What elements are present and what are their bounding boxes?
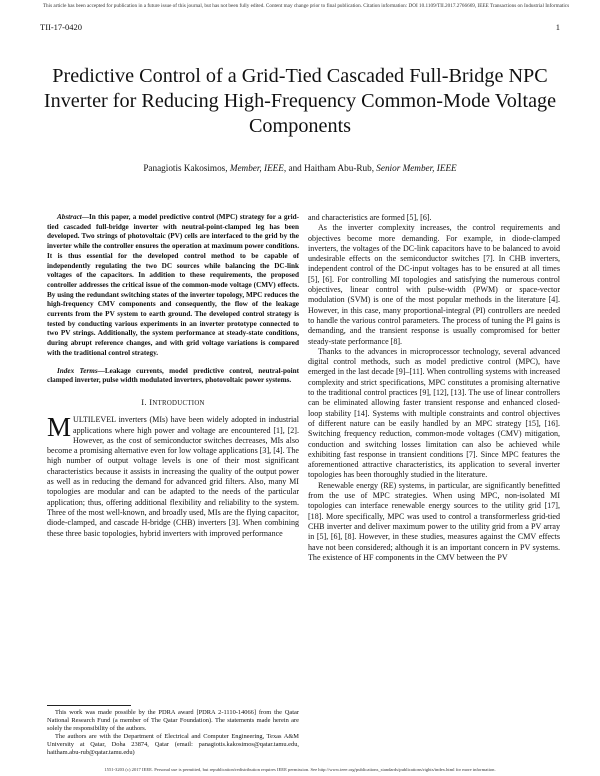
author-role-1: Member, IEEE (229, 163, 284, 173)
author-name-1: Panagiotis Kakosimos, (143, 163, 230, 173)
paper-title: Predictive Control of a Grid-Tied Cascaded Full-Bridge NPC Inverter for Reducing High-Frequency Common-Mode Voltage Components (43, 65, 557, 137)
author-line (40, 163, 560, 173)
footnote (47, 709, 299, 757)
abstract-lead: Abstract (57, 213, 82, 221)
page-number: 1 (555, 22, 560, 32)
index-terms-lead: Index Terms (57, 366, 98, 375)
footnote-funding: This work was made possible by the PDRA award [PDRA 2-1110-14066] from the Qatar National Research Fund (a member of The Qatar Foundation). The statements made herein are solely the responsibility of the authors. (47, 709, 299, 732)
intro-paragraph-1-continued: and characteristics are formed [5], [6]. (308, 213, 432, 222)
right-column (308, 213, 560, 563)
section-initial: I (149, 396, 153, 407)
index-terms-text: —Leakage currents, model predictive control, neutral-point clamped inverter, pulse width modulated inverters, photovoltaic power systems. (47, 366, 299, 385)
abstract-text: —In this paper, a model predictive control (MPC) strategy for a grid-tied cascaded full-bridge inverter with neutral-point-clamped leg has been developed. Two strings of photovoltaic (PV) cells are interfaced to the grid by the inverter while the controller ensures the operation at maximum power conditions. It is thus essential for the developed control method to be capable of independently regulating the two DC sources while balancing the DC-link voltages of the capacitors. In addition to these requirements, the proposed controller addresses the critical issue of the common-mode voltage (CMV) effects. By using the redundant switching states of the inverter topology, MPC reduces the high-frequency CMV components and consequently, the flow of the leakage currents from the PV system to earth ground. The developed control strategy is tested by conducting various experiments in an inverter prototype connected to two PV strings. Additionally, the system performance at steady-state conditions, during abrupt reference changes, and with grid voltage variations is compared with the traditional control strategy. (47, 213, 299, 357)
intro-paragraph-1-text: ULTILEVEL inverters (MIs) have been widely adopted in industrial applications where high power and voltage are encountered [1], [2]. However, as the cost of semiconductor switches decreases, MIs also become a promising alternative even for low voltage applications [3], [4]. The high number of output voltage levels is one of their most significant characteristics because it assists in increasing the quality of the output power as well as in reducing the demand for advanced grid filters. Also, many MI topologies are modular and can be adapted to the needs of the particular application; thus, offering additional flexibility and reliability to the system. Three of the most well-known, and broadly used, MIs are the flying capacitor, diode-clamped, and cascade H-bridge (CHB) inverters [3]. When combining these three basic topologies, hybrid inverters with improved performance (47, 415, 299, 538)
abstract (47, 213, 299, 359)
intro-paragraph-2: As the inverter complexity increases, the control requirements and objectives become more demanding. For example, in diode-clamped inverters, the voltages of the DC-link capacitors have to be balanced to avoid undesirable effects on the semiconductor switches [7]. In CHB inverters, independent control of the DC-input voltages has to be ensured at all times [5], [6]. For controlling MI topologies and satisfying the numerous control objectives, linear control with pulse-width (PWM) or space-vector modulation (SVM) is one of the most popular methods in the literature [4]. However, in this case, many proportional-integral (PI) controllers are needed to handle the various control parameters. The process of tuning the PI gains is demanding, and the transient response is usually compromised for better steady-state performance [8]. (308, 223, 560, 346)
intro-paragraph-1 (47, 412, 299, 539)
copyright-footer: 1551-3203 (c) 2017 IEEE. Personal use is permitted, but republication/redistribution requires IEEE permission. See http://www.ieee.org/publications_standards/publications/rights/index.html for more information. (104, 767, 496, 772)
footnote-divider (47, 705, 131, 706)
intro-paragraph-3: Thanks to the advances in microprocessor technology, several advanced digital control methods, such as model predictive control (MPC), have emerged in the last decade [9]–[11]. When controlling systems with increased complexity and strict specifications, MPC constitutes a promising alternative to the traditional control practices [9], [12], [13]. The use of linear controllers can be eliminated allowing faster transient response and enhanced closed-loop stability [14]. Systems with multiple constraints and control objectives of different nature can be easily handled by an MPC strategy [15], [16]. Switching frequency reduction, common-mode voltages (CMV) mitigation, conduction and switching losses limitation can also be achieved while exhibiting fast response in transient conditions [7]. Since MPC features the aforementioned attractive characteristics, its application to several inverter topologies has been thoroughly studied in the literature. (308, 346, 560, 480)
paper-id: TII-17-0420 (40, 22, 83, 32)
section-numeral: I. (141, 396, 150, 407)
section-title-rest: NTRODUCTION (152, 399, 205, 407)
publication-notice-banner: This article has been accepted for publication in a future issue of this journal, but has not been fully edited. Content may change prior to final publication. Citation information: DOI 10.1109/TII.2017.2766669, IEEE Transactions on Industrial Informatics (42, 3, 570, 9)
author-joiner: , and Haitham Abu-Rub, (283, 163, 377, 173)
intro-paragraph-4: Renewable energy (RE) systems, in particular, are significantly benefitted from the use of MPC strategies. When using MPC, non-isolated MI topologies can interface renewable energy sources to the utility grid [17], [18]. More specifically, MPC was used to control a transformerless grid-tied CHB inverter and deliver maximum power to the utility grid from a PV array in [5], [6], [8]. However, in these studies, measures against the CMV effects have not been considered; although it is an important concern in PV systems. The existence of HF components in the CMV between the PV (308, 480, 560, 562)
drop-cap: M (47, 412, 72, 443)
index-terms (47, 367, 299, 386)
author-role-2: Senior Member, IEEE (376, 163, 457, 173)
section-heading-introduction (47, 397, 299, 409)
left-column (47, 213, 299, 539)
footnote-affiliation: The authors are with the Department of Electrical and Computer Engineering, Texas A&M University at Qatar, Doha 23874, Qatar (email: panagiotis.kakosimos@qatar.tamu.edu, haitham.abu-rub@qatar.tamu.edu) (47, 733, 299, 756)
